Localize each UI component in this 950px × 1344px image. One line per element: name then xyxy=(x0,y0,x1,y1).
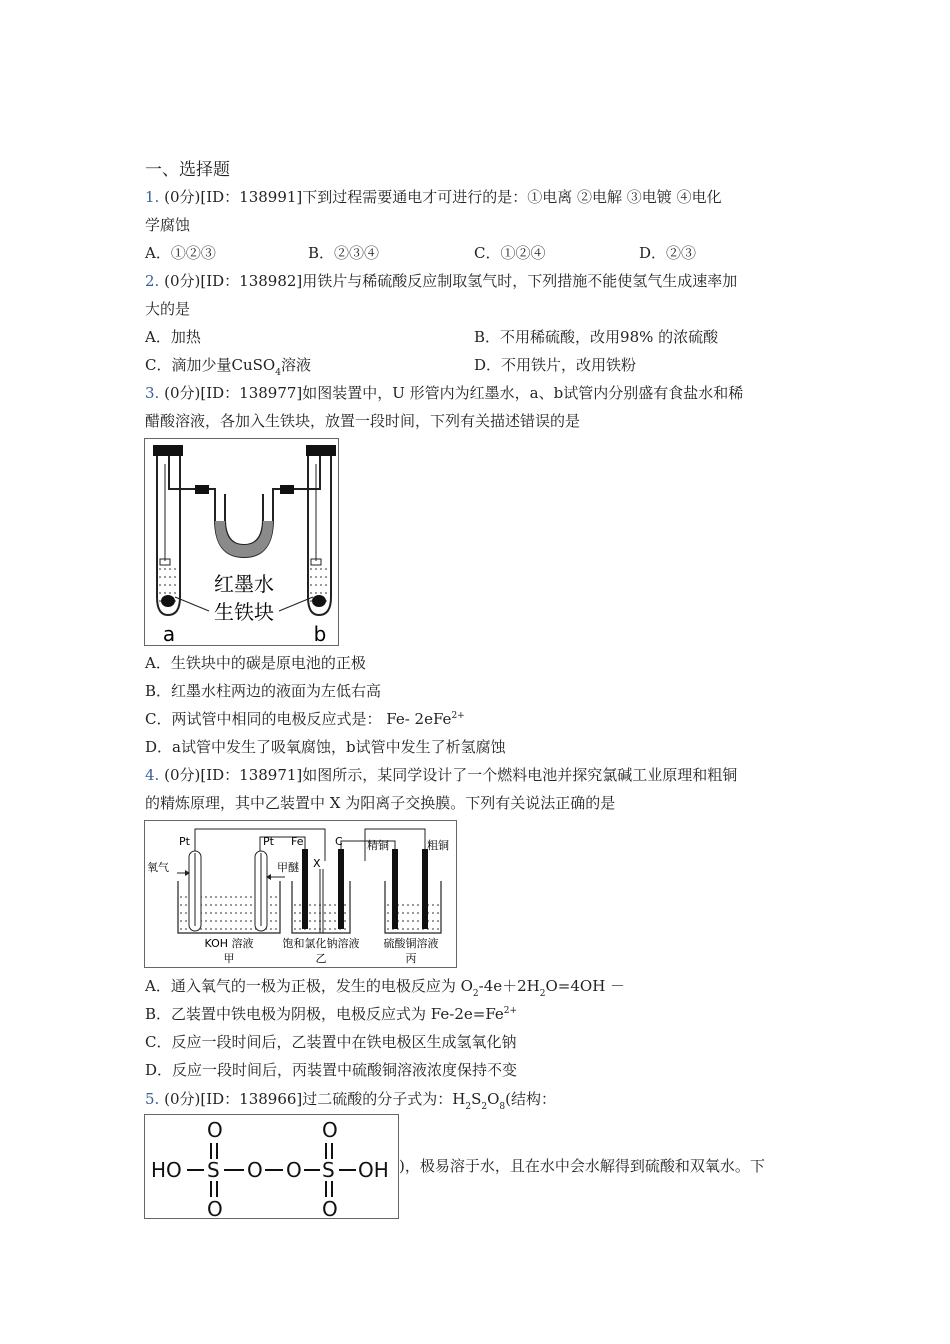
option-text: -4e＋2H xyxy=(478,977,540,995)
label-bing: 丙 xyxy=(405,952,417,965)
atom-o-bridge-1: O xyxy=(247,1158,263,1182)
question-text: (0分)[ID：138991]下到过程需要通电才可进行的是：①电离 ②电解 ③电镀 ④电化 xyxy=(164,188,722,206)
subscript: 8 xyxy=(499,1102,506,1112)
subscript: 2 xyxy=(465,1102,472,1112)
question-2 xyxy=(145,271,737,291)
label-fe: Fe xyxy=(291,835,304,848)
option-text: C．滴加少量CuSO xyxy=(145,356,276,374)
structure-figure xyxy=(144,1114,399,1219)
label-tube-b: b xyxy=(313,622,327,645)
atom-s-left: S xyxy=(207,1158,220,1182)
superscript: 2+ xyxy=(451,711,465,721)
option-b[interactable]: B．②③④ xyxy=(308,244,380,262)
question-3 xyxy=(145,383,743,403)
label-pt-right: Pt xyxy=(263,835,274,848)
question-number: 3. xyxy=(145,384,160,402)
option-c[interactable]: C．反应一段时间后，乙装置中在铁电极区生成氢氧化钠 xyxy=(145,1033,517,1051)
question-text: (0分)[ID：138971]如图所示，某同学设计了一个燃料电池并探究氯碱工业原理和粗铜 xyxy=(164,766,738,784)
option-d[interactable]: D．反应一段时间后，丙装置中硫酸铜溶液浓度保持不变 xyxy=(145,1061,518,1079)
option-a[interactable] xyxy=(145,976,625,999)
label-nacl: 饱和氯化钠溶液 xyxy=(282,937,360,950)
atom-o-bottom-left: O xyxy=(207,1197,223,1218)
question-text: S xyxy=(471,1090,482,1108)
option-c[interactable] xyxy=(145,709,465,732)
group-oh: OH xyxy=(358,1158,389,1182)
label-tube-a: a xyxy=(162,622,176,645)
option-a[interactable]: A．①②③ xyxy=(145,244,216,262)
option-a[interactable]: A．生铁块中的碳是原电池的正极 xyxy=(145,654,366,672)
label-x-membrane: X xyxy=(313,857,321,870)
option-text: B．乙装置中铁电极为阴极，电极反应式为 Fe-2e=Fe xyxy=(145,1005,504,1023)
option-b[interactable] xyxy=(145,1004,517,1027)
option-text: A．通入氧气的一极为正极，发生的电极反应为 O xyxy=(145,977,473,995)
option-d[interactable]: D．②③ xyxy=(639,244,697,262)
question-text-cont: 大的是 xyxy=(145,300,191,318)
label-jia: 甲 xyxy=(223,952,235,965)
label-koh: KOH 溶液 xyxy=(204,937,254,950)
superscript: 2+ xyxy=(503,1006,518,1016)
question-text-cont: 学腐蚀 xyxy=(145,216,191,234)
question-text: (0分)[ID：138977]如图装置中，U 形管内为红墨水，a、b试管内分别盛有食盐水和稀 xyxy=(164,384,744,402)
question-1 xyxy=(145,187,722,207)
question-text: (结构： xyxy=(505,1090,556,1108)
subscript: 2 xyxy=(481,1102,488,1112)
option-c[interactable]: C．①②④ xyxy=(474,244,546,262)
atom-o-top-left: O xyxy=(207,1118,223,1142)
label-yi: 乙 xyxy=(315,952,327,965)
label-iron-block: 生铁块 xyxy=(214,600,274,624)
question-text-cont: 的精炼原理，其中乙装置中 X 为阳离子交换膜。下列有关说法正确的是 xyxy=(145,794,616,812)
label-refined-copper: 精铜 xyxy=(367,839,389,852)
label-cuso4: 硫酸铜溶液 xyxy=(383,937,439,950)
subscript: 2 xyxy=(539,989,546,999)
label-red-ink: 红墨水 xyxy=(214,572,274,596)
label-c: C xyxy=(335,835,343,848)
option-text: C．两试管中相同的电极反应式是： Fe- 2eFe xyxy=(145,710,452,728)
section-title: 一、选择题 xyxy=(145,160,230,180)
question-number: 5. xyxy=(145,1090,160,1108)
label-pt-left: Pt xyxy=(179,835,190,848)
option-a[interactable]: A．加热 xyxy=(145,328,201,346)
u-tube-figure xyxy=(144,438,339,646)
question-text: (0分)[ID：138966]过二硫酸的分子式为：H xyxy=(164,1090,466,1108)
label-oxygen: 氧气 xyxy=(147,861,169,874)
atom-s-right: S xyxy=(322,1158,335,1182)
question-text: (0分)[ID：138982]用铁片与稀硫酸反应制取氢气时，下列措施不能使氢气生成速率加 xyxy=(164,272,738,290)
atom-o-top-right: O xyxy=(322,1118,338,1142)
label-dimethyl-ether: 甲醚 xyxy=(277,861,299,874)
option-b[interactable]: B．红墨水柱两边的液面为左低右高 xyxy=(145,682,382,700)
electrolysis-figure xyxy=(144,820,457,968)
group-ho: HO xyxy=(151,1158,182,1182)
option-c[interactable] xyxy=(145,355,311,378)
question-text: O xyxy=(487,1090,500,1108)
question-text-cont: )，极易溶于水，且在水中会水解得到硫酸和双氧水。下 xyxy=(399,1157,765,1175)
question-number: 2. xyxy=(145,272,160,290)
subscript: 4 xyxy=(275,368,281,378)
atom-o-bridge-2: O xyxy=(286,1158,302,1182)
option-d[interactable]: D．不用铁片，改用铁粉 xyxy=(474,356,637,374)
option-text: O=4OH － xyxy=(545,977,626,995)
subscript: 2 xyxy=(472,989,479,999)
question-4 xyxy=(145,765,737,785)
question-number: 4. xyxy=(145,766,160,784)
question-number: 1. xyxy=(145,188,160,206)
question-5 xyxy=(145,1089,556,1112)
option-b[interactable]: B．不用稀硫酸，改用98% 的浓硫酸 xyxy=(474,328,719,346)
option-d[interactable]: D．a试管中发生了吸氧腐蚀，b试管中发生了析氢腐蚀 xyxy=(145,738,506,756)
atom-o-bottom-right: O xyxy=(322,1197,338,1218)
option-text: 溶液 xyxy=(280,356,311,374)
label-crude-copper: 粗铜 xyxy=(427,839,449,852)
question-text-cont: 醋酸溶液，各加入生铁块，放置一段时间，下列有关描述错误的是 xyxy=(145,412,581,430)
